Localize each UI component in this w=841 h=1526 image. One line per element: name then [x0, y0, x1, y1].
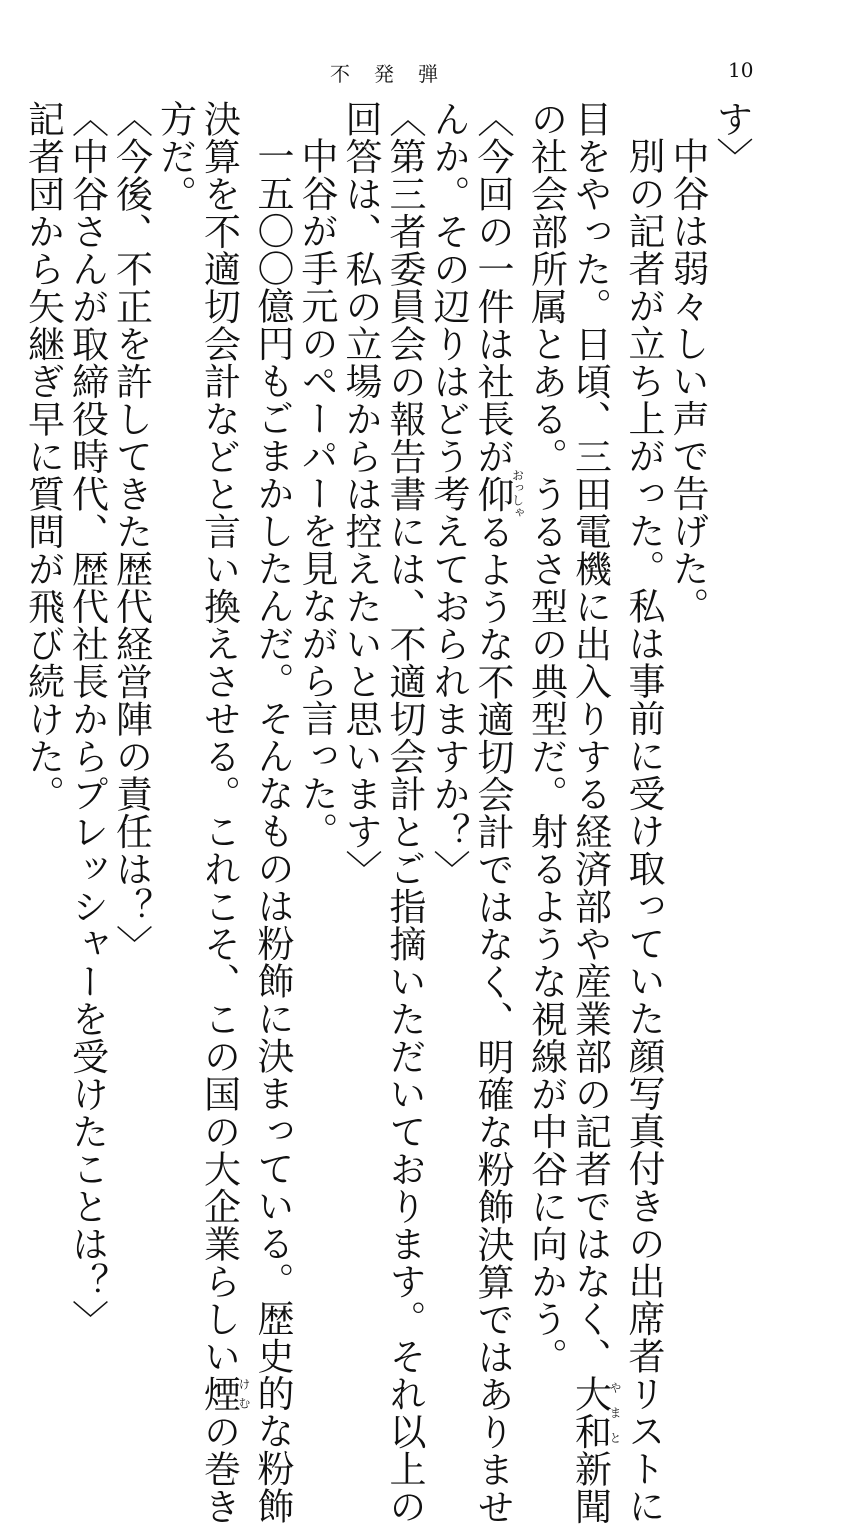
- ruby-base: 仰: [471, 469, 514, 519]
- text-line: 中谷は弱々しい声で告げた。: [666, 137, 709, 625]
- text-line: 一五〇〇億円もごまかしたんだ。そんなものは粉飾に決まっている。歴史的な粉飾: [251, 137, 294, 1525]
- text-line: の社会部所属とある。うるさ型の典型だ。射るような視線が中谷に向かう。: [524, 100, 568, 1375]
- text-line: す〉: [710, 100, 753, 175]
- ruby-reading: やまと: [608, 1375, 622, 1450]
- text-line-segment: の巻き: [197, 1412, 241, 1525]
- text-line: 方だ。: [153, 100, 197, 213]
- ruby-ossha: [471, 469, 525, 519]
- text-line: [197, 100, 251, 1525]
- text-line-segment: 決算を不適切会計などと言い換えさせる。これこそ、この国の大企業らしい: [197, 100, 241, 1375]
- text-line: 回答は、私の立場からは控えたいと思います〉: [339, 100, 382, 888]
- text-line: 〈中谷さんが取締役時代、歴代社長からプレッシャーを受けたことは？〉: [65, 100, 109, 1338]
- text-line-segment: 〈今回の一件は社長が: [471, 100, 514, 475]
- text-line: [470, 100, 525, 1526]
- text-line: 記者団から矢継ぎ早に質問が飛び続けた。: [21, 100, 65, 813]
- ruby-kemu: [197, 1375, 251, 1413]
- text-line: [568, 100, 622, 1525]
- text-line-segment: 目をやった。日頃、三田電機に出入りする経済部や産業部の記者ではなく、: [568, 100, 612, 1375]
- ruby-base: 大和: [568, 1375, 612, 1450]
- ruby-yamato: [568, 1375, 622, 1450]
- body-text: [21, 100, 753, 1526]
- text-line: んか。その辺りはどう考えておられますか？〉: [427, 100, 470, 888]
- running-title: 不発弾: [330, 62, 462, 86]
- page-number: 10: [728, 58, 754, 82]
- ruby-base: 煙: [197, 1375, 241, 1413]
- text-line: 別の記者が立ち上がった。私は事前に受け取っていた顔写真付きの出席者リストに: [622, 137, 665, 1525]
- ruby-reading: けむ: [237, 1375, 251, 1413]
- text-line: 〈今後、不正を許してきた歴代経営陣の責任は？〉: [109, 100, 153, 963]
- text-line: 〈第三者委員会の報告書には、不適切会計とご指摘いただいております。それ以上の: [383, 100, 426, 1525]
- text-line-segment: るような不適切会計ではなく、明確な粉飾決算ではありませ: [471, 513, 514, 1526]
- text-line-segment: 新聞: [568, 1450, 612, 1525]
- text-line: 中谷が手元のペーパーを見ながら言った。: [295, 137, 338, 850]
- ruby-reading: おっしゃ: [510, 469, 525, 519]
